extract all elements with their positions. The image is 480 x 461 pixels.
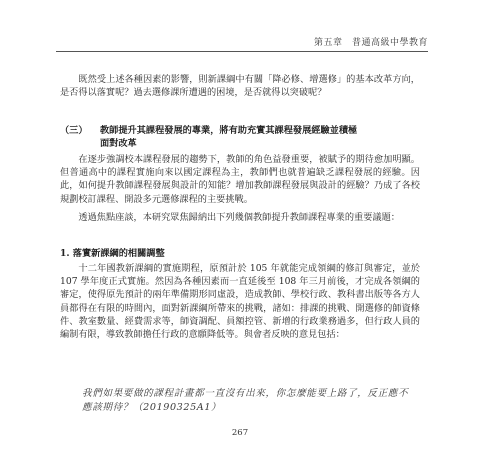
page-number: 267 [231, 428, 249, 438]
sub-heading: 1. 落實新課綱的相關調整 [60, 248, 165, 259]
body-paragraph-3: 透過焦點座談，本研究眾焦歸納出下列幾個教師提升教師課程專業的重要議題： [78, 212, 400, 223]
header-divider [56, 51, 428, 52]
body-paragraph-1: 既然受上述各種因素的影響，則新課綱中有關「降必修、增選修」的基本改革方向，是否得以落實呢？過去選修課所遭遇的困境，是否就得以突破呢？ [60, 74, 420, 99]
body-paragraph-2: 在逐步強調校本課程發展的趨勢下，教師的角色益發重要，被賦予的期待愈加明顯。但普通高中的課程實施向來以國定課程為主，教師們也就普遍缺乏課程發展的經驗。因此，如何提升教師課程發展與設計的知能？增加教師課程發展與設計的經驗？乃成了各校規劃校訂課程、開設多元選修課程的主要挑戰。 [60, 154, 420, 205]
section-heading [60, 124, 420, 150]
section-heading-line-2: 面對改革 [100, 138, 137, 150]
section-heading-line-1: 教師提升其課程發展的專業，將有助充實其課程發展經驗並積極 [100, 125, 358, 136]
section-heading-label: （三） [60, 125, 88, 136]
chapter-header: 第五章 普通高級中學教育 [313, 38, 428, 48]
interview-quote: 我們如果要做的課程計畫都一直沒有出來，你怎麼能要上路了，反正應不應該期待？（20190325A1） [82, 388, 409, 413]
body-paragraph-4: 十二年國教新課綱的實施期程，原預計於 105 年就能完成領綱的修訂與審定，並於 107 學年度正式實施。然因為各種因素而一直延後至 108 年三月前後，才完成各領綱的審定，使得原先預計的兩年準備期形同虛設，造成教師、學校行政、教科書出版等各方人員都得在有限的時間內，面對新課綱所帶來的挑戰，諸如：排課的挑戰、開選修的師資條件、教室數量、經費需求等，師資調配、員額控管、新增的行政業務過多，但行政人員的編制有限，導致教師擔任行政的意願降低等。與會者反映的意見包括： [60, 263, 420, 341]
